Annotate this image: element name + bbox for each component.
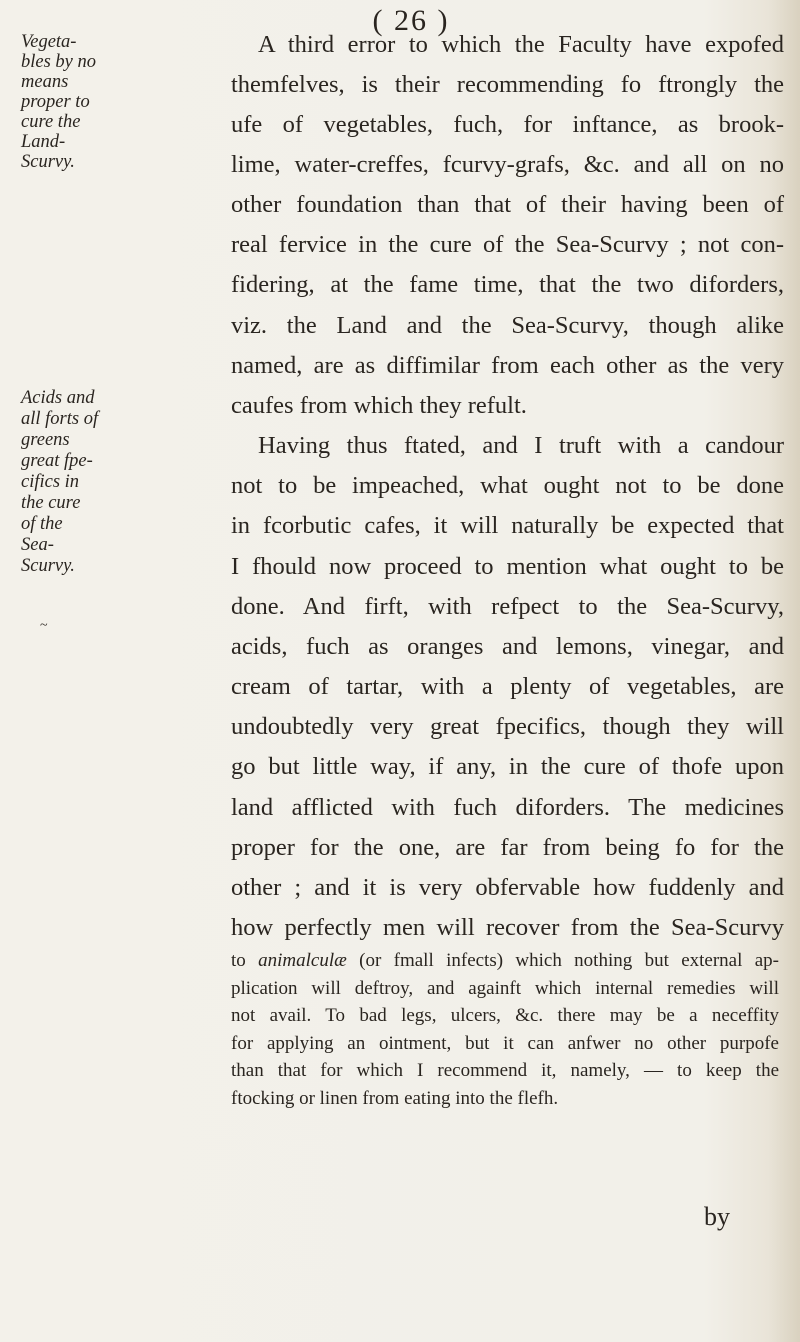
body-line: acids, fuch as oranges and lemons, vinegar, and bbox=[231, 633, 784, 660]
page-number: ( 26 ) bbox=[372, 4, 450, 37]
body-line: how perfectly men will recover from the Sea-Scurvy bbox=[231, 914, 784, 941]
body-line: in fcorbutic cafes, it will naturally be expected that bbox=[231, 512, 784, 539]
body-line: lime, water-creffes, fcurvy-grafs, &c. and all on no bbox=[231, 151, 784, 178]
margin-mark: ~ bbox=[40, 618, 48, 633]
body-line: caufes from which they refult. bbox=[231, 392, 527, 419]
body-line: viz. the Land and the Sea-Scurvy, though alike bbox=[231, 312, 784, 339]
body-line: go but little way, if any, in the cure of thofe upon bbox=[231, 753, 784, 780]
body-line: ufe of vegetables, fuch, for inftance, as brook- bbox=[231, 111, 784, 138]
body-line: other foundation than that of their having been of bbox=[231, 191, 784, 218]
body-line: Having thus ftated, and I truft with a candour bbox=[258, 432, 784, 459]
catchword: by bbox=[704, 1202, 730, 1231]
footnote-line: than that for which I recommend it, namely, — to keep the bbox=[231, 1060, 779, 1081]
body-line: A third error to which the Faculty have expofed bbox=[258, 31, 784, 58]
body-line: proper for the one, are far from being fo for the bbox=[231, 834, 784, 861]
body-line: done. And firft, with refpect to the Sea-Scurvy, bbox=[231, 593, 784, 620]
body-line: I fhould now proceed to mention what ought to be bbox=[231, 553, 784, 580]
body-line: themfelves, is their recommending fo ftrongly the bbox=[231, 71, 784, 98]
body-line: undoubtedly very great fpecifics, though they will bbox=[231, 713, 784, 740]
body-line: other ; and it is very obfervable how fuddenly and bbox=[231, 874, 784, 901]
footnote-line: not avail. To bad legs, ulcers, &c. there may be a neceffity bbox=[231, 1005, 779, 1026]
body-line: cream of tartar, with a plenty of vegetables, are bbox=[231, 673, 784, 700]
footnote-line: plication will deftroy, and againft which internal remedies will bbox=[231, 978, 779, 999]
body-line: real fervice in the cure of the Sea-Scurvy ; not con- bbox=[231, 231, 784, 258]
body-line: not to be impeached, what ought not to be done bbox=[231, 472, 784, 499]
footnote-line: to animalculæ (or fmall infects) which nothing but external ap- bbox=[231, 950, 779, 971]
margin-note-vegetables: Vegeta- bles by no means proper to cure the Land- Scurvy. bbox=[21, 32, 97, 172]
body-line: named, are as diffimilar from each other as the very bbox=[231, 352, 784, 379]
footnote-line: ftocking or linen from eating into the flefh. bbox=[231, 1088, 559, 1109]
body-line: land afflicted with fuch diforders. The medicines bbox=[231, 794, 784, 821]
footnote-line: for applying an ointment, but it can anfwer no other purpofe bbox=[231, 1033, 779, 1054]
margin-note-acids: Acids and all forts of greens great fpe- cifics in the cure of the Sea- Scurvy. bbox=[21, 388, 99, 576]
body-line: fidering, at the fame time, that the two diforders, bbox=[231, 271, 784, 298]
latin-term: animalculæ bbox=[258, 950, 347, 971]
